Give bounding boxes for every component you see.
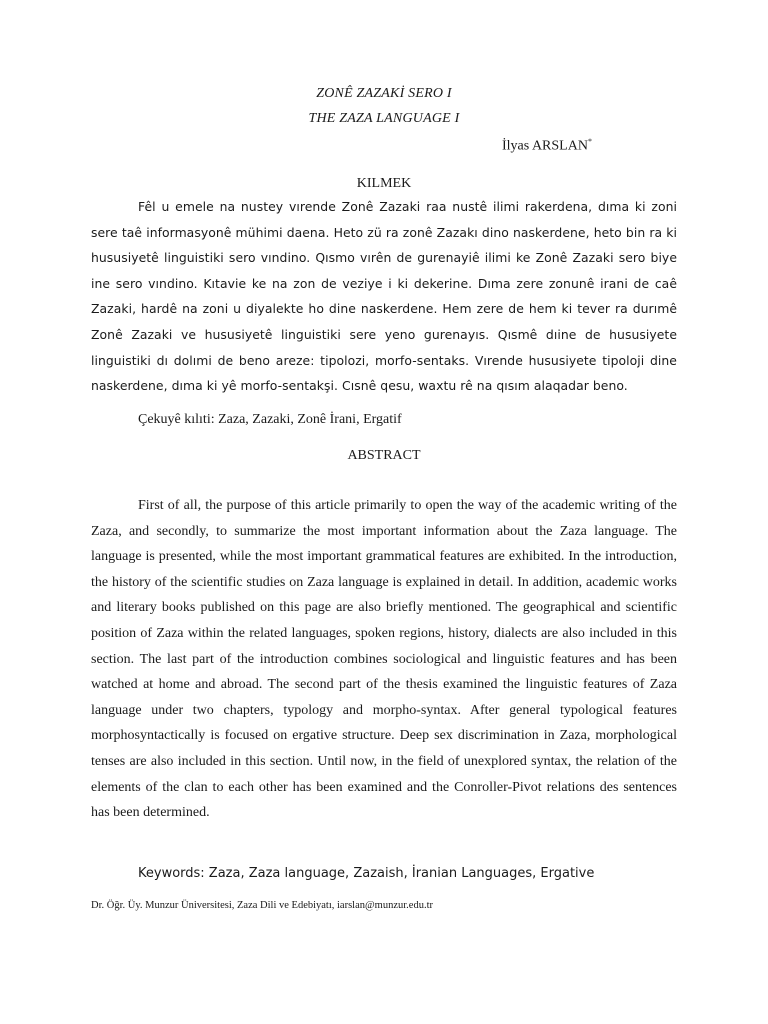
abstract-keywords: Keywords: Zaza, Zaza language, Zazaish, İranian Languages, Ergative [138, 866, 595, 881]
author-text: İlyas ARSLAN [502, 138, 588, 154]
kilmek-keywords: Çekuyê kılıti: Zaza, Zazaki, Zonê İrani, Ergatif [138, 412, 402, 427]
title-english: THE ZAZA LANGUAGE I [308, 111, 460, 126]
footnote: Dr. Öğr. Üy. Munzur Üniversitesi, Zaza Dili ve Edebiyatı, iarslan@munzur.edu.tr [91, 900, 433, 911]
abstract-paragraph: First of all, the purpose of this article primarily to open the way of the academic writing of the Zaza, and secondly, to summarize the most important information about the Zaza language. The language is presented, while the most important grammatical features are exhibited. In the introduction, the history of the scientific studies on Zaza language is explained in detail. In addition, academic works and literary books published on this page are also briefly mentioned. The geographical and scientific position of Zaza within the related languages, spoken regions, history, dialects are also included in this section. The last part of the introduction combines sociological and linguistic features and has been watched at home and abroad. The second part of the thesis examined the linguistic features of Zaza language under two chapters, typology and morpho-syntax. After general typological features morphosyntactically is focused on ergative structure. Deep sex discrimination in Zaza, morphological tenses are also included in this section. Until now, in the field of unexplored syntax, the relation of the elements of the clan to each other has been examined and the Conroller-Pivot relations des sentences has been determined. [91, 498, 677, 821]
author-footnote-mark: * [587, 137, 592, 146]
kilmek-paragraph: Fêl u emele na nustey vırende Zonê Zazaki raa nustê ilimi rakerdena, dıma ki zoni sere taê informasyonê mühimi daena. Heto zü ra zonê Zazakı dino naskerdene, heto bin ra ki hususiyetê linguistiki sero vındino. Qısmo vırên de gurenayiê ilimi ke Zonê Zazaki sero biye ine sero vındino. Kıtavie ke na zon de veziye i ki dekerine. Dıma zere zonunê irani de caê Zazaki, hardê na zoni u diyalekte ho dine naskerdene. Hem zere de hem ki tever ra durımê Zonê Zazaki ve hususiyetê linguistiki sere yeno gurenayıs. Qısmê dıine de hususiyete linguistiki dı dolımi de beno areze: tipolozi, morfo-sentaks. Vırende hususiyete tipoloji dine naskerdene, dıma ki yê morfo-sentakşi. Cısnê qesu, waxtu rê na qısım alaqadar beno. [91, 199, 677, 394]
kilmek-heading: KILMEK [356, 176, 412, 191]
title-zaza: ZONÊ ZAZAKİ SERO I [316, 86, 452, 101]
author-name [502, 137, 592, 155]
abstract-heading: ABSTRACT [347, 448, 421, 463]
